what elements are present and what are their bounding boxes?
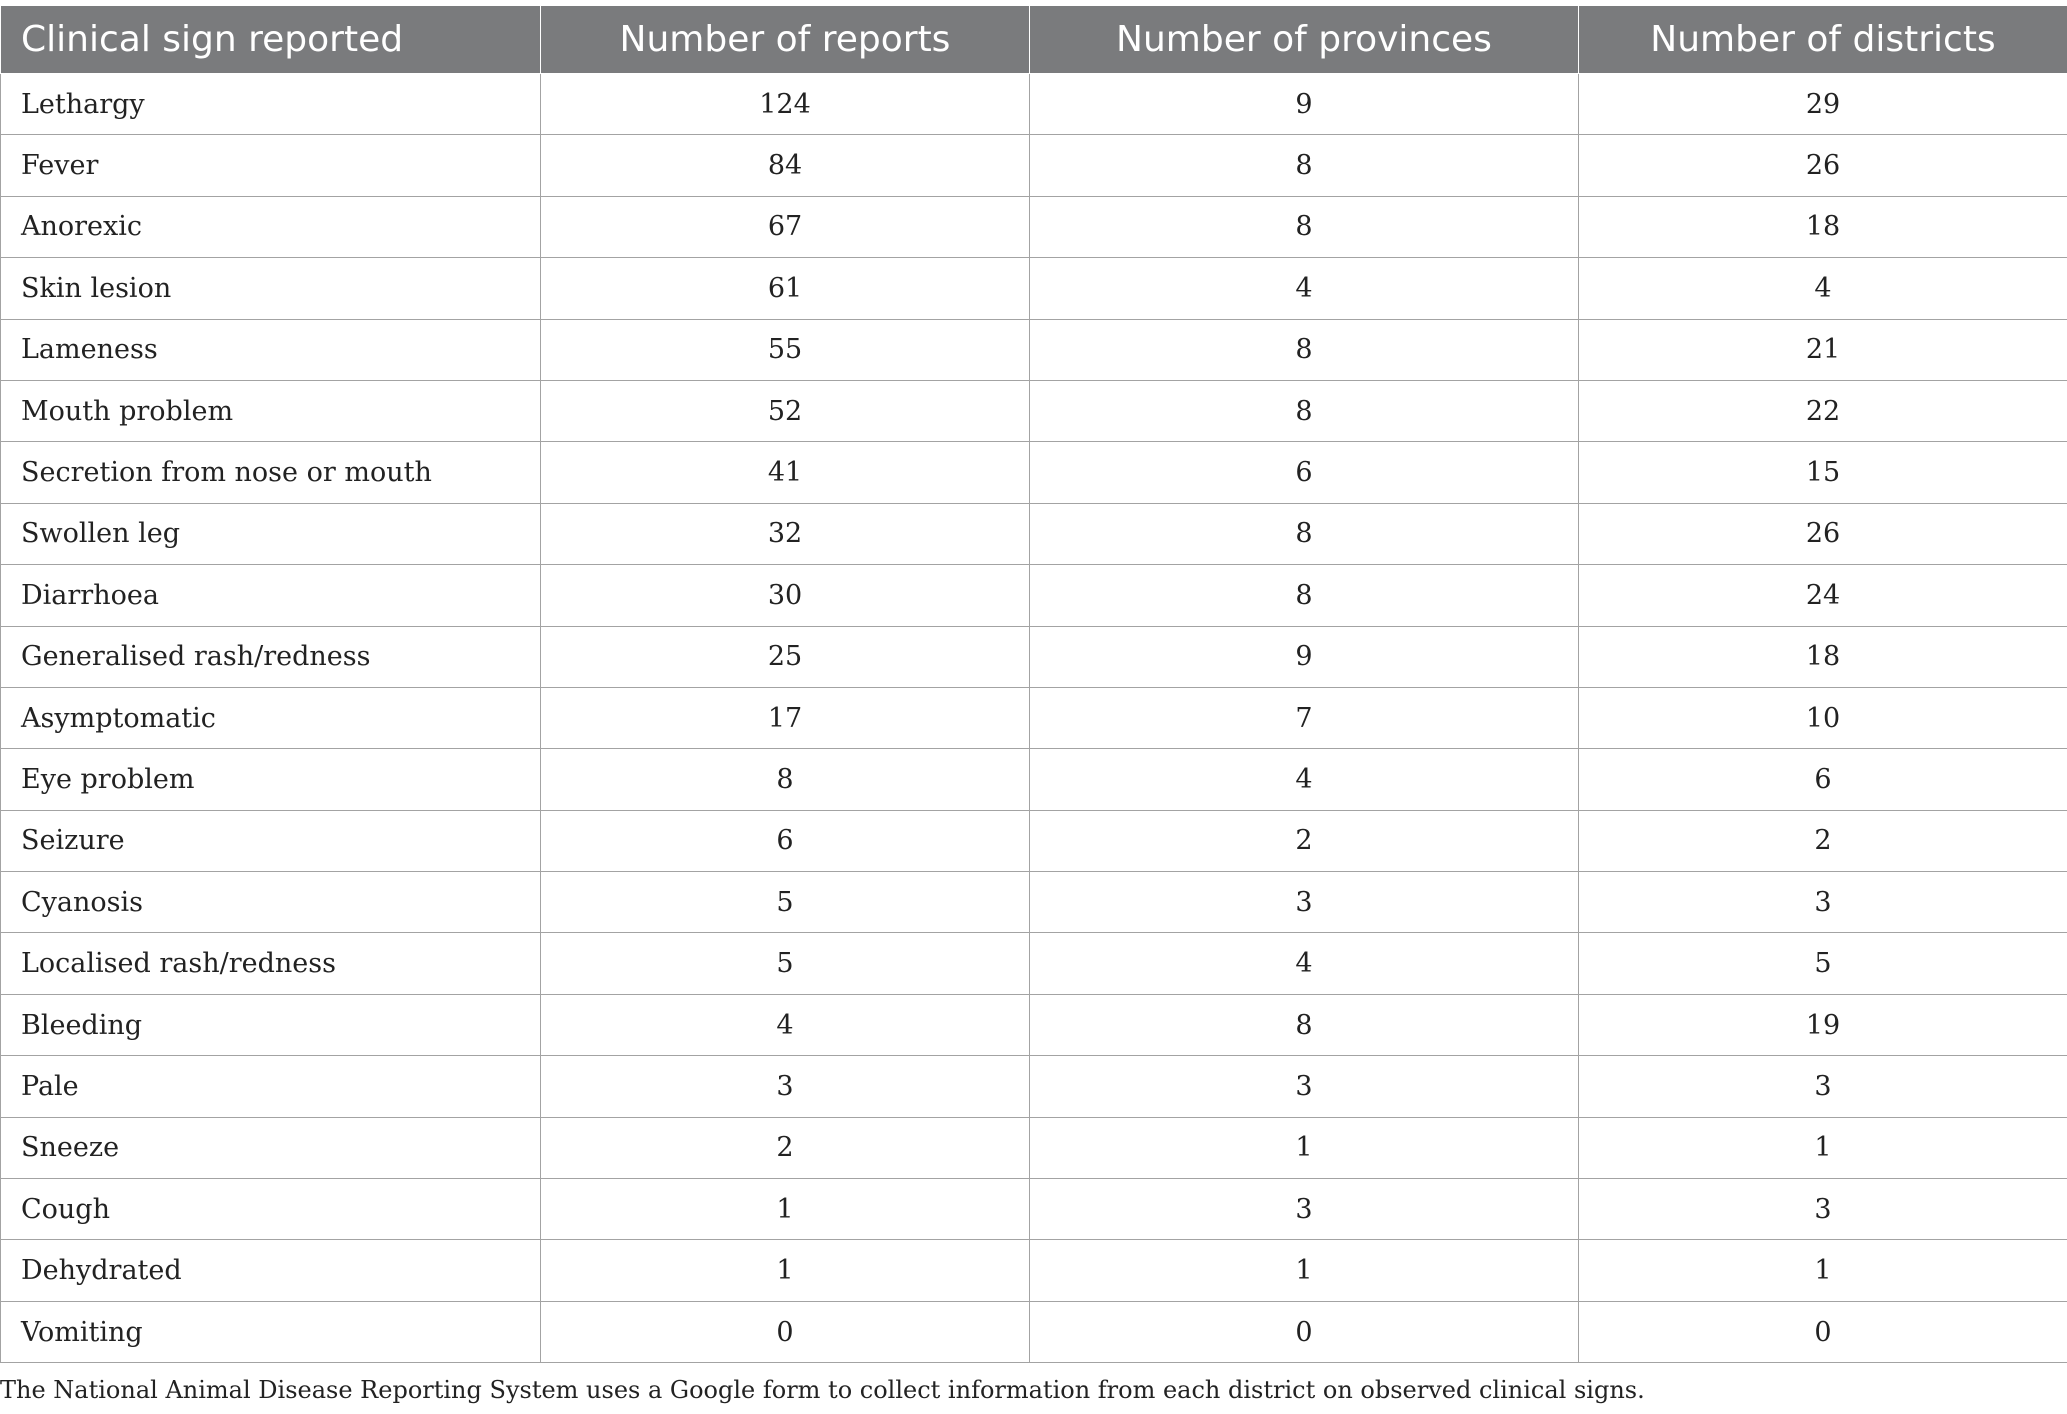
cell-reports: 8: [541, 749, 1030, 810]
cell-clinical-sign: Cough: [1, 1179, 541, 1240]
clinical-signs-table: [0, 5, 2067, 1363]
cell-reports: 25: [541, 626, 1030, 687]
cell-districts: 19: [1579, 994, 2067, 1055]
cell-reports: 1: [541, 1179, 1030, 1240]
cell-provinces: 2: [1030, 810, 1579, 871]
cell-districts: 1: [1579, 1117, 2067, 1178]
cell-clinical-sign: Bleeding: [1, 994, 541, 1055]
table-row: [1, 196, 2067, 257]
cell-clinical-sign: Vomiting: [1, 1301, 541, 1362]
cell-districts: 3: [1579, 1179, 2067, 1240]
cell-clinical-sign: Secretion from nose or mouth: [1, 442, 541, 503]
header-number-of-districts: Number of districts: [1579, 6, 2067, 74]
table-row: [1, 872, 2067, 933]
cell-clinical-sign: Cyanosis: [1, 872, 541, 933]
table-footnote: The National Animal Disease Reporting System uses a Google form to collect information from each district on observed clinical signs.: [0, 1376, 1645, 1404]
cell-districts: 26: [1579, 135, 2067, 196]
cell-reports: 3: [541, 1056, 1030, 1117]
table-row: [1, 810, 2067, 871]
cell-provinces: 9: [1030, 74, 1579, 135]
table-row: [1, 933, 2067, 994]
cell-clinical-sign: Eye problem: [1, 749, 541, 810]
cell-provinces: 1: [1030, 1117, 1579, 1178]
cell-districts: 0: [1579, 1301, 2067, 1362]
cell-districts: 26: [1579, 503, 2067, 564]
cell-reports: 52: [541, 380, 1030, 441]
cell-provinces: 3: [1030, 1056, 1579, 1117]
cell-clinical-sign: Localised rash/redness: [1, 933, 541, 994]
table-row: [1, 687, 2067, 748]
cell-districts: 10: [1579, 687, 2067, 748]
cell-provinces: 8: [1030, 994, 1579, 1055]
cell-clinical-sign: Diarrhoea: [1, 565, 541, 626]
table-row: [1, 380, 2067, 441]
table-row: [1, 258, 2067, 319]
table-row: [1, 994, 2067, 1055]
cell-provinces: 8: [1030, 380, 1579, 441]
cell-clinical-sign: Swollen leg: [1, 503, 541, 564]
cell-provinces: 3: [1030, 872, 1579, 933]
cell-districts: 18: [1579, 196, 2067, 257]
cell-provinces: 8: [1030, 319, 1579, 380]
cell-clinical-sign: Sneeze: [1, 1117, 541, 1178]
cell-reports: 2: [541, 1117, 1030, 1178]
cell-clinical-sign: Asymptomatic: [1, 687, 541, 748]
header-clinical-sign: Clinical sign reported: [1, 6, 541, 74]
cell-clinical-sign: Pale: [1, 1056, 541, 1117]
cell-reports: 67: [541, 196, 1030, 257]
cell-reports: 41: [541, 442, 1030, 503]
cell-clinical-sign: Generalised rash/redness: [1, 626, 541, 687]
cell-provinces: 7: [1030, 687, 1579, 748]
cell-districts: 6: [1579, 749, 2067, 810]
cell-provinces: 8: [1030, 565, 1579, 626]
cell-reports: 5: [541, 933, 1030, 994]
cell-provinces: 8: [1030, 135, 1579, 196]
cell-districts: 2: [1579, 810, 2067, 871]
cell-districts: 21: [1579, 319, 2067, 380]
cell-districts: 15: [1579, 442, 2067, 503]
cell-provinces: 3: [1030, 1179, 1579, 1240]
cell-districts: 5: [1579, 933, 2067, 994]
cell-reports: 32: [541, 503, 1030, 564]
cell-districts: 22: [1579, 380, 2067, 441]
cell-clinical-sign: Fever: [1, 135, 541, 196]
cell-provinces: 8: [1030, 196, 1579, 257]
table-row: [1, 1301, 2067, 1362]
table-row: [1, 749, 2067, 810]
cell-provinces: 8: [1030, 503, 1579, 564]
cell-reports: 55: [541, 319, 1030, 380]
cell-reports: 17: [541, 687, 1030, 748]
table-row: [1, 503, 2067, 564]
cell-reports: 4: [541, 994, 1030, 1055]
cell-provinces: 4: [1030, 749, 1579, 810]
table-row: [1, 565, 2067, 626]
cell-reports: 0: [541, 1301, 1030, 1362]
table-row: [1, 626, 2067, 687]
table-row: [1, 1179, 2067, 1240]
table-header: [1, 6, 2067, 74]
cell-districts: 29: [1579, 74, 2067, 135]
cell-reports: 84: [541, 135, 1030, 196]
header-number-of-reports: Number of reports: [541, 6, 1030, 74]
cell-districts: 3: [1579, 872, 2067, 933]
table-row: [1, 1117, 2067, 1178]
cell-provinces: 1: [1030, 1240, 1579, 1301]
cell-reports: 1: [541, 1240, 1030, 1301]
cell-clinical-sign: Dehydrated: [1, 1240, 541, 1301]
cell-clinical-sign: Anorexic: [1, 196, 541, 257]
cell-provinces: 6: [1030, 442, 1579, 503]
cell-clinical-sign: Seizure: [1, 810, 541, 871]
table-row: [1, 442, 2067, 503]
cell-provinces: 4: [1030, 933, 1579, 994]
cell-districts: 4: [1579, 258, 2067, 319]
cell-provinces: 9: [1030, 626, 1579, 687]
header-number-of-provinces: Number of provinces: [1030, 6, 1579, 74]
cell-reports: 30: [541, 565, 1030, 626]
cell-reports: 5: [541, 872, 1030, 933]
cell-reports: 61: [541, 258, 1030, 319]
cell-provinces: 4: [1030, 258, 1579, 319]
table-row: [1, 135, 2067, 196]
cell-provinces: 0: [1030, 1301, 1579, 1362]
header-row: [1, 6, 2067, 74]
cell-clinical-sign: Lethargy: [1, 74, 541, 135]
table-body: [1, 74, 2067, 1363]
cell-reports: 6: [541, 810, 1030, 871]
cell-reports: 124: [541, 74, 1030, 135]
table-row: [1, 1240, 2067, 1301]
cell-clinical-sign: Mouth problem: [1, 380, 541, 441]
cell-districts: 18: [1579, 626, 2067, 687]
table-row: [1, 1056, 2067, 1117]
cell-clinical-sign: Skin lesion: [1, 258, 541, 319]
clinical-signs-table-container: [0, 5, 2067, 1363]
cell-districts: 24: [1579, 565, 2067, 626]
cell-districts: 1: [1579, 1240, 2067, 1301]
table-row: [1, 74, 2067, 135]
table-row: [1, 319, 2067, 380]
cell-clinical-sign: Lameness: [1, 319, 541, 380]
cell-districts: 3: [1579, 1056, 2067, 1117]
